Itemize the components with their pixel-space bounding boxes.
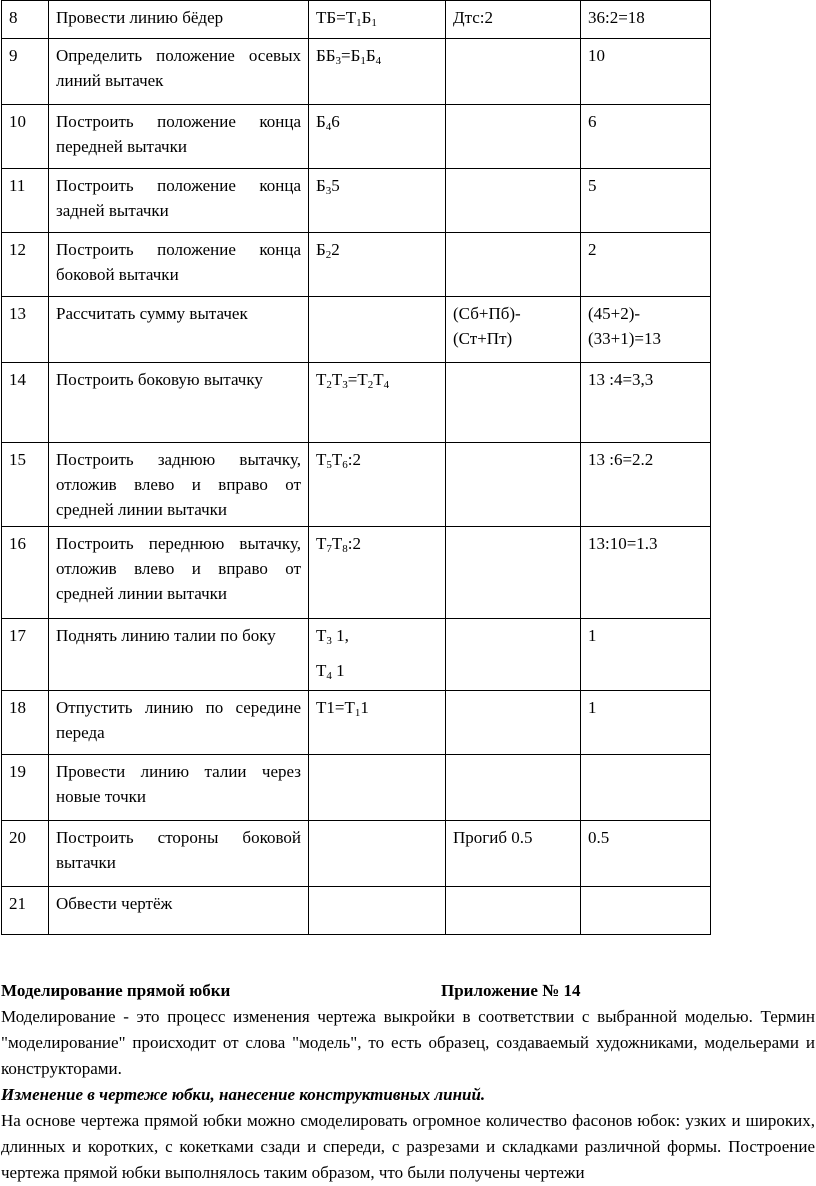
formula-subscript: 1 bbox=[356, 17, 362, 29]
step-number: 11 bbox=[2, 169, 49, 233]
formula-text: Т bbox=[316, 450, 327, 469]
step-number: 10 bbox=[2, 105, 49, 169]
step-number: 21 bbox=[2, 887, 49, 935]
step-action: Провести линию бёдер bbox=[49, 1, 309, 39]
paragraph-basis: На основе чертежа прямой юбки можно смоделировать огромное количество фасонов юбок: узких и широких, длинных и коротких, с кокетками сзади и спереди, с разрезами и складками различной формы. Построение чертежа прямой юбки выполнялось таким образом, что были получены чертежи bbox=[1, 1111, 815, 1182]
step-formula bbox=[309, 297, 446, 363]
step-result: 5 bbox=[581, 169, 711, 233]
section-title: Моделирование прямой юбки bbox=[1, 981, 231, 1000]
table-row bbox=[2, 691, 711, 755]
step-formula bbox=[309, 527, 446, 619]
formula-text: Т bbox=[316, 534, 327, 553]
table-row bbox=[2, 105, 711, 169]
formula-text: 5 bbox=[331, 176, 340, 195]
step-calculation bbox=[446, 169, 581, 233]
step-calculation bbox=[446, 105, 581, 169]
step-formula bbox=[309, 105, 446, 169]
formula-subscript: 1 bbox=[371, 17, 377, 29]
table-row bbox=[2, 821, 711, 887]
formula-text: Т bbox=[316, 661, 327, 680]
formula-text: Б bbox=[316, 240, 326, 259]
step-result: 13 :4=3,3 bbox=[581, 363, 711, 443]
step-calculation bbox=[446, 619, 581, 691]
formula-text: :2 bbox=[347, 534, 362, 553]
step-number: 18 bbox=[2, 691, 49, 755]
step-calculation: (Сб+Пб)-(Ст+Пт) bbox=[446, 297, 581, 363]
step-number: 14 bbox=[2, 363, 49, 443]
formula-text: Т1=Т bbox=[316, 698, 355, 717]
step-action: Построить переднюю вытачку, отложив влево и вправо от средней линии вытачки bbox=[49, 527, 309, 619]
step-action: Поднять линию талии по боку bbox=[49, 619, 309, 691]
step-number: 19 bbox=[2, 755, 49, 821]
step-number: 20 bbox=[2, 821, 49, 887]
formula-subscript: 4 bbox=[325, 121, 332, 133]
step-result: 13:10=1.3 bbox=[581, 527, 711, 619]
step-result: 1 bbox=[581, 619, 711, 691]
formula-text: ТБ=Т bbox=[316, 8, 357, 27]
step-calculation bbox=[446, 887, 581, 935]
formula-subscript: 2 bbox=[367, 379, 374, 391]
formula-subscript: 3 bbox=[326, 635, 332, 647]
step-action: Провести линию талии через новые точки bbox=[49, 755, 309, 821]
step-calculation bbox=[446, 527, 581, 619]
table-row bbox=[2, 39, 711, 105]
formula-subscript: 3 bbox=[342, 379, 348, 391]
formula-text: 2 bbox=[331, 240, 340, 259]
step-result: 6 bbox=[581, 105, 711, 169]
table-row bbox=[2, 443, 711, 527]
step-calculation bbox=[446, 233, 581, 297]
step-result: 36:2=18 bbox=[581, 1, 711, 39]
formula-text: 6 bbox=[331, 112, 340, 131]
formula-text: Б bbox=[316, 112, 326, 131]
step-calculation bbox=[446, 755, 581, 821]
formula-subscript: 4 bbox=[383, 379, 390, 391]
document-text bbox=[1, 978, 815, 1186]
step-calculation bbox=[446, 691, 581, 755]
step-formula bbox=[309, 169, 446, 233]
step-number: 8 bbox=[2, 1, 49, 39]
step-number: 15 bbox=[2, 443, 49, 527]
formula-subscript: 4 bbox=[375, 55, 382, 67]
appendix-label: Приложение № 14 bbox=[441, 981, 581, 1000]
table-row bbox=[2, 887, 711, 935]
formula-text: Т bbox=[316, 626, 327, 645]
step-action: Построить положение конца задней вытачки bbox=[49, 169, 309, 233]
step-formula bbox=[309, 755, 446, 821]
formula-subscript: 3 bbox=[335, 55, 342, 67]
step-result bbox=[581, 887, 711, 935]
table-row bbox=[2, 363, 711, 443]
table-row bbox=[2, 619, 711, 691]
step-calculation bbox=[446, 443, 581, 527]
formula-text: Т bbox=[316, 370, 327, 389]
step-formula bbox=[309, 363, 446, 443]
step-formula bbox=[309, 619, 446, 691]
step-calculation: Дтс:2 bbox=[446, 1, 581, 39]
step-action: Построить положение конца передней вытачки bbox=[49, 105, 309, 169]
step-action: Отпустить линию по середине переда bbox=[49, 691, 309, 755]
formula-text: 1 bbox=[360, 698, 369, 717]
formula-subscript: 1 bbox=[360, 55, 366, 67]
step-result: (45+2)-(33+1)=13 bbox=[581, 297, 711, 363]
line-break bbox=[316, 648, 438, 658]
step-formula bbox=[309, 887, 446, 935]
formula-subscript: 3 bbox=[325, 185, 332, 197]
table-row bbox=[2, 169, 711, 233]
table-row bbox=[2, 755, 711, 821]
step-formula bbox=[309, 691, 446, 755]
paragraph-modeling: Моделирование - это процесс изменения чертежа выкройки в соответствии с выбранной моделью. Термин "моделирование" происходит от слова "модель", то есть образец, создаваемый художниками, модельерами и конструкторами. bbox=[1, 1007, 815, 1078]
table-body bbox=[2, 1, 711, 935]
formula-text: ББ bbox=[316, 46, 336, 65]
table-row bbox=[2, 297, 711, 363]
formula-subscript: 5 bbox=[326, 459, 332, 471]
formula-text: 1, bbox=[331, 626, 349, 645]
step-result: 13 :6=2.2 bbox=[581, 443, 711, 527]
formula-subscript: 8 bbox=[342, 543, 348, 555]
step-calculation bbox=[446, 363, 581, 443]
section-heading bbox=[1, 978, 815, 1004]
formula-subscript: 1 bbox=[354, 707, 361, 719]
step-result: 0.5 bbox=[581, 821, 711, 887]
formula-text: Б bbox=[316, 176, 326, 195]
step-action: Построить заднюю вытачку, отложив влево и вправо от средней линии вытачки bbox=[49, 443, 309, 527]
step-number: 13 bbox=[2, 297, 49, 363]
step-action: Построить стороны боковой вытачки bbox=[49, 821, 309, 887]
formula-subscript: 4 bbox=[326, 670, 332, 682]
step-number: 9 bbox=[2, 39, 49, 105]
construction-steps-table bbox=[1, 0, 711, 935]
step-action: Определить положение осевых линий вытачек bbox=[49, 39, 309, 105]
subheading: Изменение в чертеже юбки, нанесение конструктивных линий. bbox=[1, 1085, 486, 1104]
table-row bbox=[2, 527, 711, 619]
step-result: 10 bbox=[581, 39, 711, 105]
formula-text: Т bbox=[331, 370, 343, 389]
step-action: Рассчитать сумму вытачек bbox=[49, 297, 309, 363]
formula-subscript: 2 bbox=[326, 379, 332, 391]
step-calculation bbox=[446, 39, 581, 105]
step-result: 2 bbox=[581, 233, 711, 297]
step-formula bbox=[309, 233, 446, 297]
formula-subscript: 2 bbox=[325, 249, 332, 261]
formula-text: 1 bbox=[331, 661, 345, 680]
formula-text: Т bbox=[331, 450, 343, 469]
formula-text: =Б bbox=[341, 46, 361, 65]
formula-text: Б bbox=[361, 8, 372, 27]
formula-text: =Т bbox=[347, 370, 368, 389]
formula-text: Б bbox=[365, 46, 376, 65]
step-result: 1 bbox=[581, 691, 711, 755]
step-number: 16 bbox=[2, 527, 49, 619]
formula-text: Т bbox=[373, 370, 384, 389]
step-formula bbox=[309, 821, 446, 887]
formula-subscript: 7 bbox=[326, 543, 332, 555]
step-number: 17 bbox=[2, 619, 49, 691]
step-formula bbox=[309, 1, 446, 39]
table-row bbox=[2, 233, 711, 297]
step-formula bbox=[309, 443, 446, 527]
step-calculation: Прогиб 0.5 bbox=[446, 821, 581, 887]
step-action: Обвести чертёж bbox=[49, 887, 309, 935]
formula-text: Т bbox=[331, 534, 343, 553]
formula-subscript: 6 bbox=[342, 459, 348, 471]
step-action: Построить положение конца боковой вытачки bbox=[49, 233, 309, 297]
step-formula bbox=[309, 39, 446, 105]
step-action: Построить боковую вытачку bbox=[49, 363, 309, 443]
formula-text: :2 bbox=[347, 450, 362, 469]
table-row bbox=[2, 1, 711, 39]
step-number: 12 bbox=[2, 233, 49, 297]
step-result bbox=[581, 755, 711, 821]
